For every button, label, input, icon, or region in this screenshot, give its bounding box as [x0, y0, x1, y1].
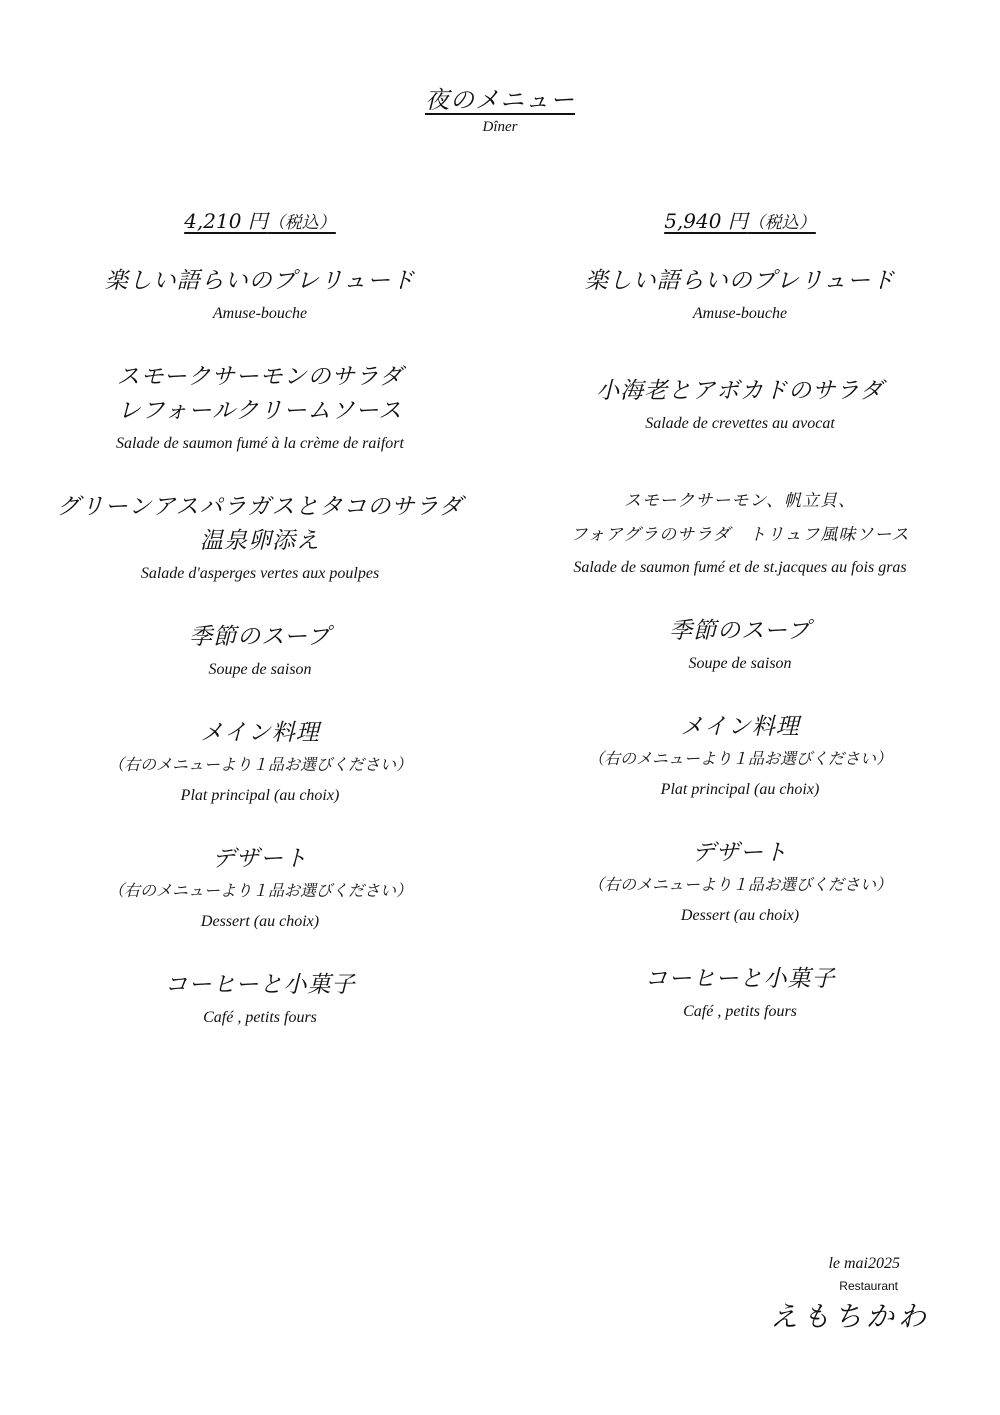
course-item-coffee: [40, 968, 480, 1030]
course-item-salad-1: [40, 360, 480, 456]
course-item-coffee: [520, 962, 960, 1024]
course-name-jp: デザート: [212, 846, 308, 872]
course-item-soup: [40, 620, 480, 682]
course-name-fr: Soupe de saison: [208, 661, 312, 678]
course-name-jp: グリーンアスパラガスとタコのサラダ: [56, 494, 464, 520]
course-name-fr: Salade de saumon fumé et de st.jacques au fois gras: [573, 559, 907, 576]
course-name-jp-line2: 温泉卵添え: [200, 528, 320, 554]
course-name-jp: スモークサーモン、帆立貝、: [624, 491, 856, 511]
price-tax-note: （税込）: [747, 213, 816, 233]
course-name-jp: 季節のスープ: [189, 624, 331, 650]
menu-header: [0, 80, 1000, 136]
course-name-fr: Amuse-bouche: [692, 305, 788, 322]
course-name-jp-line2: レフォールクリームソース: [117, 398, 403, 424]
course-name-fr: Soupe de saison: [688, 655, 792, 672]
course-item-dessert: [40, 842, 480, 934]
course-name-jp: メイン料理: [680, 714, 800, 740]
course-name-jp: 楽しい語らいのプレリュード: [104, 268, 416, 294]
course-name-jp: 楽しい語らいのプレリュード: [584, 268, 896, 294]
course-item-dessert: [520, 836, 960, 928]
course-name-fr: Plat principal (au choix): [660, 781, 820, 798]
course-item-main: [40, 716, 480, 808]
menu-subtitle: Dîner: [482, 119, 518, 135]
course-price-left: [184, 205, 336, 234]
course-choice-note: （右のメニューより１品お選びください）: [107, 755, 412, 774]
course-name-jp-line2: フォアグラのサラダ トリュフ風味ソース: [570, 525, 910, 545]
course-name-fr: Dessert (au choix): [680, 907, 800, 924]
course-name-jp: デザート: [692, 840, 788, 866]
price-tax-note: （税込）: [267, 213, 336, 233]
menu-title: 夜のメニュー: [425, 86, 575, 114]
course-column-right: [520, 205, 960, 1058]
course-choice-note: （右のメニューより１品お選びください）: [107, 881, 412, 900]
course-name-jp: 小海老とアボカドのサラダ: [596, 378, 884, 404]
course-name-fr: Plat principal (au choix): [180, 787, 340, 804]
course-item-main: [520, 710, 960, 802]
course-item-amuse: [520, 264, 960, 326]
course-name-fr: Salade de saumon fumé à la crème de raifort: [116, 435, 404, 452]
course-name-fr: Dessert (au choix): [200, 913, 320, 930]
course-choice-note: （右のメニューより１品お選びください）: [587, 875, 892, 894]
course-item-salad-2: [520, 484, 960, 580]
course-name-jp: メイン料理: [200, 720, 320, 746]
course-column-left: [40, 205, 480, 1064]
course-name-jp: スモークサーモンのサラダ: [116, 364, 404, 390]
course-item-salad-1: [520, 374, 960, 436]
course-name-fr: Salade de crevettes au avocat: [645, 415, 835, 432]
course-item-soup: [520, 614, 960, 676]
price-amount: 4,210 円: [184, 209, 268, 233]
course-name-fr: Amuse-bouche: [212, 305, 308, 322]
restaurant-label: Restaurant: [839, 1279, 898, 1293]
course-name-fr: Café , petits fours: [203, 1009, 317, 1026]
course-item-salad-2: [40, 490, 480, 586]
menu-footer: [730, 1255, 930, 1335]
price-amount: 5,940 円: [664, 209, 748, 233]
course-choice-note: （右のメニューより１品お選びください）: [587, 749, 892, 768]
course-name-fr: Salade d'asperges vertes aux poulpes: [140, 565, 380, 582]
course-name-fr: Café , petits fours: [683, 1003, 797, 1020]
course-item-amuse: [40, 264, 480, 326]
menu-date: le mai2025: [828, 1255, 900, 1272]
course-name-jp: コーヒーと小菓子: [644, 966, 836, 992]
course-price-right: [664, 205, 816, 234]
course-name-jp: コーヒーと小菓子: [164, 972, 356, 998]
course-name-jp: 季節のスープ: [669, 618, 811, 644]
restaurant-logo-signature: えもちかわ: [769, 1300, 930, 1333]
